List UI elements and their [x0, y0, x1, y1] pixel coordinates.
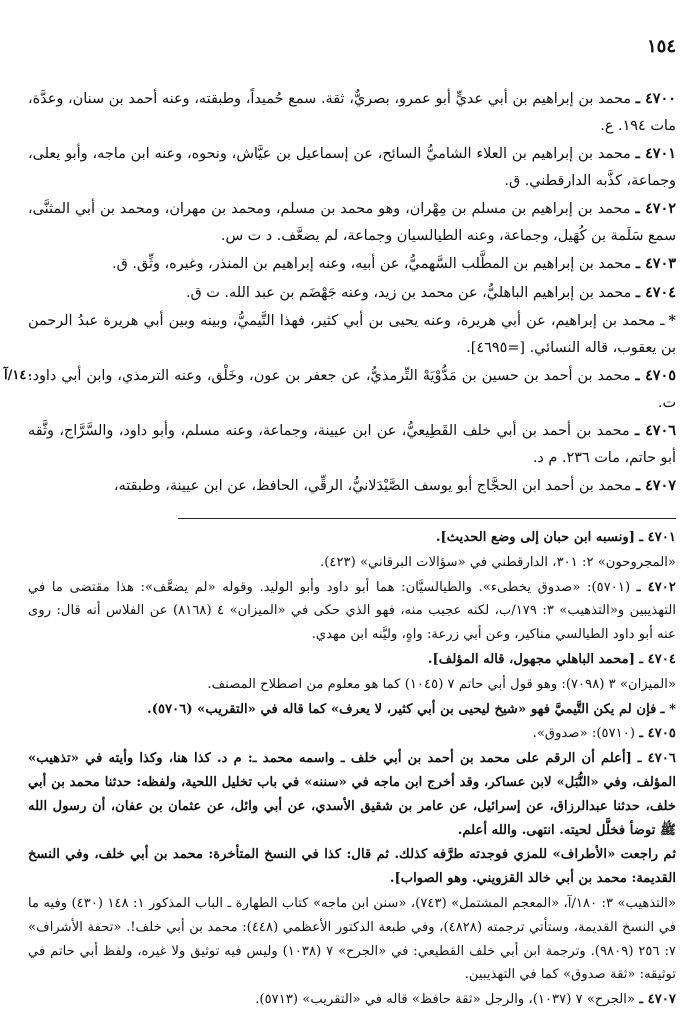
note-4701	[28, 526, 676, 550]
note-text: [أعلم أن الرقم على محمد بن أحمد بن أبي خلف ـ واسمه محمد ـ: م د. كذا هنا، وكذا وأيته في «تذهيب» المؤلف، وفي «النُّبَل» لابن عساكر، وقد أخرج ابن ماجه في «سننه» في باب تخليل اللحية، ولفظه: حدثنا محمد بن أبي خلف، حدثنا عبدالرزاق، عن إسرائيل، عن عامر بن شقيق الأسدي، عن أبي وائل، عن عثمان بن عفان، أن رسول الله ﷺ توضأ فخلَّل لحيته. انتهى. والله أعلم.	[28, 751, 676, 838]
note-4706-sources	[28, 892, 676, 987]
entry-4706	[28, 418, 676, 471]
entry-4701	[28, 141, 676, 194]
note-star	[28, 698, 676, 722]
note-4704	[28, 648, 676, 672]
entry-number: ٤٧٠٦ ـ	[635, 422, 676, 439]
entry-number: ٤٧٠٤ ـ	[635, 283, 676, 301]
margin-folio-note: ١٤٠/آ	[4, 368, 34, 383]
entry-4704	[28, 280, 676, 307]
note-4704-source	[28, 673, 676, 697]
footnote-divider	[178, 518, 676, 519]
entry-4705	[4, 363, 676, 416]
entry-number: ٤٧٠٧ ـ	[635, 477, 676, 494]
note-number: ٤٧٠٥ ـ	[639, 726, 676, 742]
entry-4702	[28, 196, 676, 249]
note-4706-atraf	[28, 843, 676, 891]
entry-4707	[28, 473, 676, 500]
entry-text: محمد بن أحمد بن حسين بن مَدُّوْيَهْ التِّرمذيُّ، عن جعفر بن عون، وخَلْق، وعنه الترمذي، وابن أبي داود. ت.	[28, 368, 676, 411]
note-text: (٥٧١٠): «صدوق».	[532, 726, 635, 742]
note-text: «الميزان» ٣ (٧٠٩٨): وهو قول أبي حاتم ٧ (١٠٤٥) كما هو معلوم من اصطلاح المصنف.	[207, 676, 676, 692]
entry-text: محمد بن إبراهيم بن العلاء الشاميُّ السائح، عن إسماعيل بن عيَّاش، ونحوه، وعنه ابن ماجه، وأبو يعلى، وجماعة، كذَّبه الدارقطني. ق.	[28, 146, 676, 189]
note-text: ثم راجعت «الأطراف» للمزي فوجدته طرَّفه كذلك. ثم قال: كذا في النسخ المتأخرة: محمد بن أبي خلف، وفي النسخ القديمة: محمد بن أبي خالد القزويني. وهو الصواب].	[28, 847, 676, 887]
entry-text: محمد بن أحمد بن أبي خلف القَطِيعيُّ، عن ابن عيينة، وجماعة، وعنه مسلم، وأبو داود، والسَّرَّاج، وثَّقه أبو حاتم، مات ٢٣٦. م د.	[28, 423, 676, 466]
note-text: «المجروحون» ٢: ٣٠١، الدارقطني في «سؤالات البرقاني» (٤٢٣).	[320, 554, 676, 570]
entry-star	[28, 308, 676, 361]
entry-text: محمد بن إبراهيم الباهليُّ، عن محمد بن زيد، وعنه جَهْضَم بن عبد الله. ت ق.	[185, 284, 632, 301]
note-text: «التذهيب» ٣: ١٨٠/آ، «المعجم المشتمل» (٧٤٣)، «سنن ابن ماجه» كتاب الطهارة ـ الباب المذكور ١: ١٤٨ (٤٣٠) وفيه ما في النسخ القديمة، وستأتي ترجمته (٤٨٢٨)، وفي طبعة الدكتور الأعظمي (٤٤٨): محمد بن أبي خلف!. «تحفة الأشراف» ٧: ٢٥٦ (٩٨٠٩). وترجمة ابن أبي خلف القطيعي: في «الجرح» ٧ (١٠٣٨) وليس فيه توثيق ولا غيره، ولفظ أبي حاتم في توثيقه: «ثقة صدوق» كما في التهذيبين.	[28, 895, 677, 983]
star-marker: *	[668, 312, 676, 329]
entry-text: محمد بن إبراهيم بن مسلم بن مِهْران، وهو محمد بن مسلم، ومحمد بن مهران، ومحمد بن أبي المثنَّى، سمع سَلَمة بن كُهَيل، وجماعة، وعنه الطيالسيان وجماعة، لم يضعَّف. د ت س.	[28, 201, 676, 244]
note-number: ٤٧٠١ ـ	[639, 530, 676, 545]
note-text: فإن لم يكن التَّيميَّ فهو «شيخ ليحيى بن أبي كثير، لا يعرف» كما قاله في «التقريب» (٥٧٠٦).	[147, 701, 657, 717]
note-4706	[28, 747, 676, 842]
page-number: ١٥٤	[646, 36, 676, 57]
entry-text: محمد بن إبراهيم بن المطَّلب السَّهميُّ، عن أبيه، وعنه إبراهيم بن المنذر، وغيره، وثِّق. ق.	[112, 256, 632, 272]
note-text: «الجرح» ٧ (١٠٣٧)، والرجل «ثقة حافظ» قاله في «التقريب» (٥٧١٣).	[255, 992, 635, 1008]
note-number: ٤٧٠٢ ـ	[636, 579, 676, 595]
note-number: ٤٧٠٤ ـ	[639, 651, 676, 667]
note-number: ٤٧٠٦ ـ	[637, 751, 676, 767]
entry-text: محمد بن إبراهيم بن أبي عديٍّ أبو عمرو، بصريٌّ، ثقة. سمع حُميداً، وطبقته، وعنه أحمد بن سنان، وعدَّة، مات ١٩٤. ع.	[28, 91, 676, 134]
entry-text: محمد بن أحمد ابن الحجَّاج أبو يوسف الصَّيْدَلانيُّ، الرقِّي، الحافظ، عن ابن عيينة، وطبقته،	[113, 478, 632, 494]
entry-number: ٤٧٠٢ ـ	[635, 200, 676, 217]
note-4707	[28, 988, 676, 1012]
note-text: [محمد الباهلي مجهول، قاله المؤلف].	[427, 651, 635, 667]
note-text: [ونسبه ابن حبان إلى وضع الحديث].	[435, 530, 635, 545]
entry-4700	[28, 86, 676, 139]
entry-4703	[28, 251, 676, 278]
entry-text: ـ محمد بن إبراهيم، عن أبي هريرة، وعنه يحيى بن أبي كثير، فهذا التَّيميُّ، وبينه وبين أبي هريرة عبدُ الرحمن بن يعقوب، قاله النسائي. [=٤٦٩٥].	[28, 313, 676, 356]
note-4705	[28, 722, 676, 746]
entry-number: ٤٧٠٥ ـ	[635, 367, 676, 384]
entry-number: ٤٧٠٠ ـ	[635, 90, 676, 107]
note-text: (٥٧٠١): «صدوق يخطىء». والطيالسيَّان: هما أبو داود وأبو الوليد. وقوله «لم يضعَّف»: هذا مقتضى ما في التهذيبين و«التذهيب» ٣: ١٧٩/ب، لكنه عجيب منه، فهو الذي حكى في «الميزان» ٤ (٨١٦٨) عن الفلاس أنه قال: روى عنه أبو داود الطيالسي مناكير، وعن أبي زرعة: واهٍ، وليَّنه ابن مهدي.	[28, 579, 676, 643]
biography-entries	[4, 86, 676, 502]
note-4702	[28, 576, 676, 647]
note-number: ٤٧٠٧ ـ	[639, 992, 676, 1008]
note-number: * ـ	[660, 701, 676, 717]
entry-number: ٤٧٠١ ـ	[635, 145, 676, 162]
note-4701-source	[28, 551, 676, 575]
page	[4, 36, 677, 1008]
footnotes	[28, 526, 676, 1013]
entry-number: ٤٧٠٣ ـ	[635, 255, 676, 272]
